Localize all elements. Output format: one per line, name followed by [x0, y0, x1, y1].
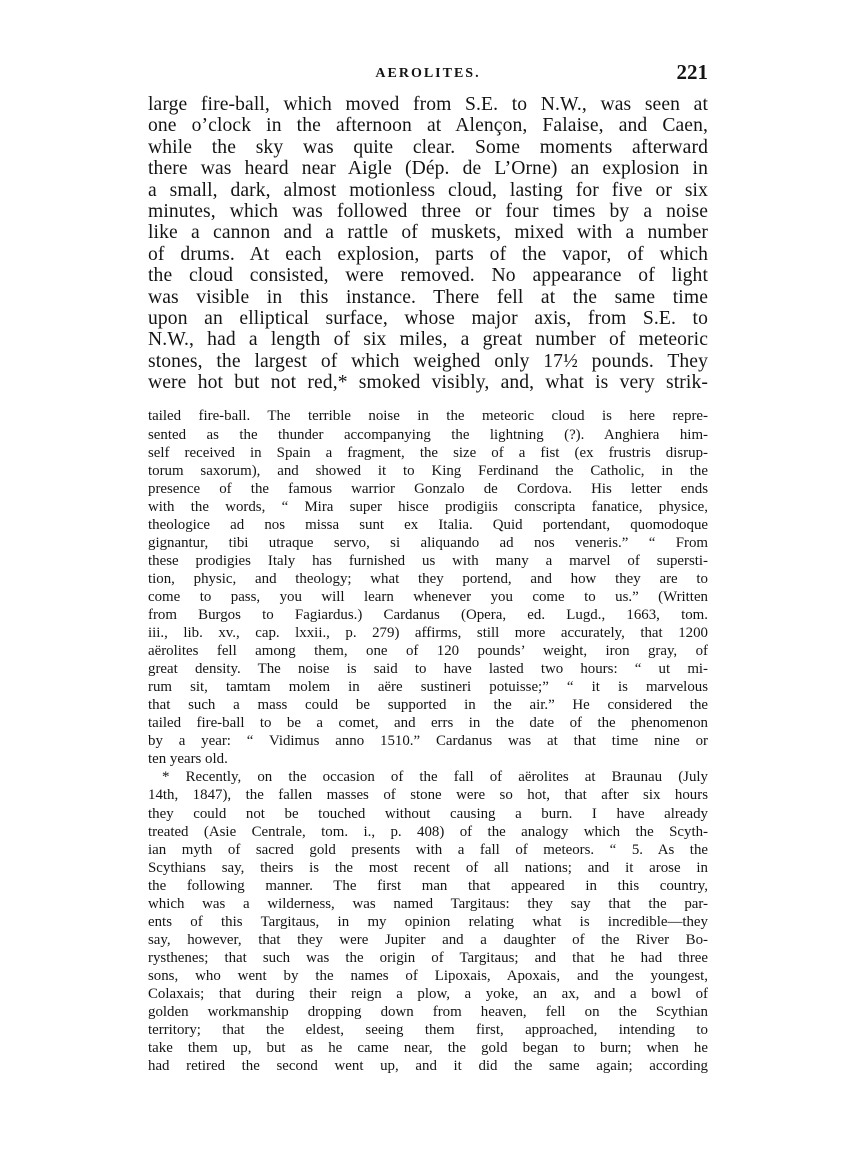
main-text-line: of drums. At each explosion, parts of the vapor, of which	[148, 243, 708, 265]
footnote-line: golden workmanship dropping down from heaven, fell on the Scythian	[148, 1004, 708, 1021]
footnote-line: with the words, “ Mira super hisce prodigiis conscripta fanatice, physice,	[148, 498, 708, 515]
footnote-line: rysthenes; that such was the origin of Targitaus; and that he had three	[148, 949, 708, 966]
page-number: 221	[676, 60, 708, 84]
footnote-line: ents of this Targitaus, in my opinion relating what is incredible—they	[148, 913, 708, 930]
footnote-line: territory; that the eldest, seeing them first, approached, intending to	[148, 1022, 708, 1039]
main-text-line: N.W., had a length of six miles, a great number of meteoric	[148, 329, 708, 351]
footnote-line: tailed fire-ball to be a comet, and errs in the date of the phenomenon	[148, 715, 708, 732]
running-title: AEROLITES.	[375, 66, 481, 81]
footnote-line: these prodigies Italy has furnished us with many a marvel of supersti-	[148, 552, 708, 569]
main-text-line: like a cannon and a rattle of muskets, mixed with a number	[148, 222, 708, 244]
footnote-line: they could not be touched without causing a burn. I have already	[148, 805, 708, 822]
footnote-line: tailed fire-ball. The terrible noise in the meteoric cloud is here repre-	[148, 408, 708, 425]
footnote-line: had retired the second went up, and it did the same again; according	[148, 1058, 708, 1075]
main-text-line: a small, dark, almost motionless cloud, lasting for five or six	[148, 179, 708, 201]
main-text-line: minutes, which was followed three or four times by a noise	[148, 200, 708, 222]
footnote-line: rum sit, tamtam molem in aëre sustineri potuisse;” “ it is marvelous	[148, 679, 708, 696]
footnote-line: that such a mass could be supported in the air.” He considered the	[148, 697, 708, 714]
footnote-line: self received in Spain a fragment, the size of a fist (ex frustris disrup-	[148, 444, 708, 461]
footnote-line: presence of the famous warrior Gonzalo de Cordova. His letter ends	[148, 480, 708, 497]
main-text-line: there was heard near Aigle (Dép. de L’Orne) an explosion in	[148, 158, 708, 180]
footnote-line: gignantur, tibi utraque servo, si aliquando ad nos veneris.” “ From	[148, 534, 708, 551]
footnote-line: iii., lib. xv., cap. lxxii., p. 279) affirms, still more accurately, that 1200	[148, 625, 708, 642]
book-page	[148, 60, 708, 1075]
main-text-line: the cloud consisted, were removed. No appearance of light	[148, 265, 708, 287]
footnotes	[148, 407, 708, 1075]
footnote-line: tion, physic, and theology; what they portend, and how they are to	[148, 570, 708, 587]
main-text-line: were hot but not red,* smoked visibly, and, what is very strik-	[148, 372, 708, 394]
running-head	[148, 60, 708, 94]
footnote-line: the following manner. The first man that appeared in this country,	[148, 877, 708, 894]
footnote-line: torum saxorum), and showed it to King Ferdinand the Catholic, in the	[148, 462, 708, 479]
footnote-line: Colaxais; that during their reign a plow, a yoke, an ax, and a bowl of	[148, 985, 708, 1002]
footnote-line: sons, who went by the names of Lipoxais, Apoxais, and the youngest,	[148, 967, 708, 984]
footnote-line: take them up, but as he came near, the gold began to burn; when he	[148, 1040, 708, 1057]
footnote-line: from Burgos to Fagiardus.) Cardanus (Opera, ed. Lugd., 1663, tom.	[148, 606, 708, 623]
footnote-line: great density. The noise is said to have lasted two hours: “ ut mi-	[148, 661, 708, 678]
footnote-line: which was a wilderness, was named Targitaus: they say that the par-	[148, 895, 708, 912]
footnote-line: ten years old.	[148, 751, 228, 768]
footnote-line: 14th, 1847), the fallen masses of stone were so hot, that after six hours	[148, 787, 708, 804]
main-text	[148, 94, 708, 393]
footnote-line: sented as the thunder accompanying the lightning (?). Anghiera him-	[148, 426, 708, 443]
footnote-line: come to pass, you will learn whenever you come to us.” (Written	[148, 588, 708, 605]
footnote-line: by a year: “ Vidimus anno 1510.” Cardanus was at that time nine or	[148, 733, 708, 750]
footnote-line: theologice ad nos missa sunt ex Italia. Quid portendant, quomodoque	[148, 516, 708, 533]
footnote-line: ian myth of sacred gold presents with a fall of meteors. “ 5. As the	[148, 841, 708, 858]
main-text-line: upon an elliptical surface, whose major axis, from S.E. to	[148, 307, 708, 329]
main-text-line: stones, the largest of which weighed only 17½ pounds. They	[148, 350, 708, 372]
footnote-line: say, however, that they were Jupiter and a daughter of the River Bo-	[148, 931, 708, 948]
main-text-line: one o’clock in the afternoon at Alençon, Falaise, and Caen,	[148, 115, 708, 137]
main-text-line: while the sky was quite clear. Some moments afterward	[148, 136, 708, 158]
main-text-line: large fire-ball, which moved from S.E. to N.W., was seen at	[148, 94, 708, 115]
footnote-line: * Recently, on the occasion of the fall of aërolites at Braunau (July	[162, 769, 708, 786]
footnote-line: Scythians say, theirs is the most recent of all nations; and it arose in	[148, 859, 708, 876]
main-text-line: was visible in this instance. There fell at the same time	[148, 286, 708, 308]
footnote-line: aërolites fell among them, one of 120 pounds’ weight, iron gray, of	[148, 643, 708, 660]
footnote-line: treated (Asie Centrale, tom. i., p. 408) of the analogy which the Scyth-	[148, 823, 708, 840]
